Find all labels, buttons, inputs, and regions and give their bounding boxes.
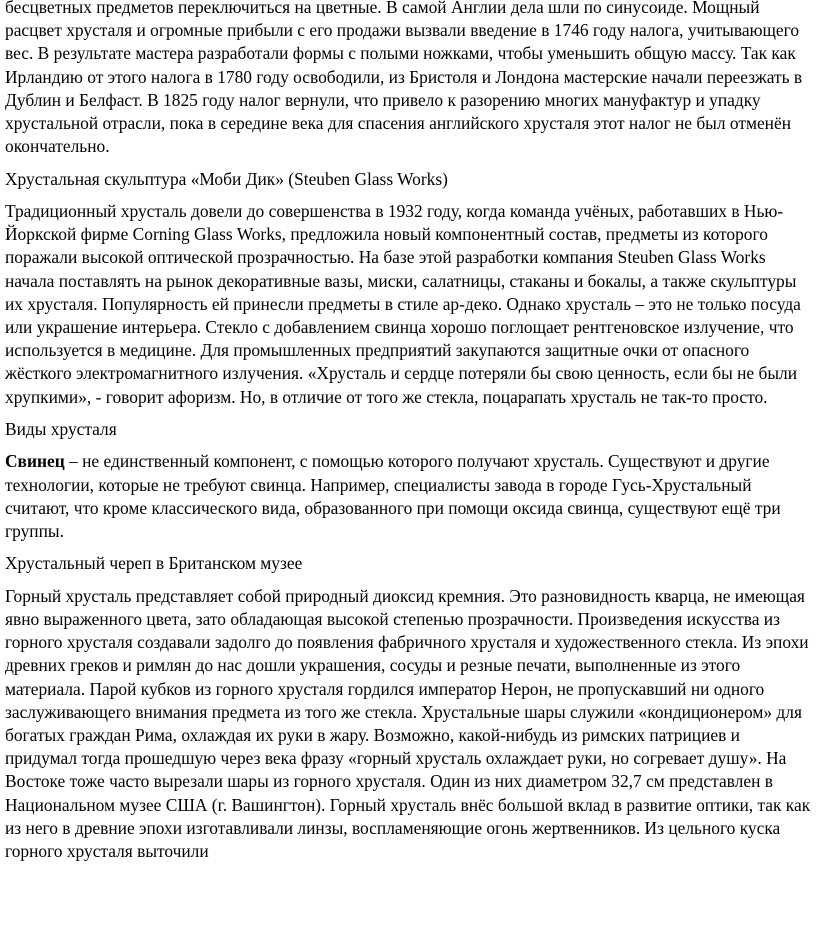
paragraph-traditional-crystal: Традиционный хрусталь довели до совершенства в 1932 году, когда команда учёных, работавших в Нью-Йоркской фирме Corning Glass Works, предложила новый компонентный состав, предметы из которого поражали высокой оптической прозрачностью. На базе этой разработки компания Steuben Glass Works начала поставлять на рынок декоративные вазы, миски, салатницы, стаканы и бокалы, а также скульптуры их хрусталя. Популярность ей принесли предметы в стиле ар-деко. Однако хрусталь – это не только посуда или украшение интерьера. Стекло с добавлением свинца хорошо поглощает рентгеновское излучение, что используется в медицине. Для промышленных предприятий закупаются защитные очки от опасного жёсткого электромагнитного излучения. «Хрусталь и сердце потеряли бы свою ценность, если бы не были хрупкими», - говорит афоризм. Но, в отличие от того же стекла, поцарапать хрусталь не так-то просто. xyxy=(5,201,801,407)
caption-crystal-skull: Хрустальный череп в Британском музее xyxy=(5,553,303,574)
document-page xyxy=(5,0,813,872)
caption-moby-dick-sculpture: Хрустальная скульптура «Моби Дик» (Steuben Glass Works) xyxy=(5,168,448,189)
paragraph-lead-body: – не единственный компонент, с помощью которого получают хрусталь. Существуют и другие технологии, которые не требуют свинца. Например, специалисты завода в городе Гусь-Хрустальный считают, что кроме классического вида, образованного при помощи оксида свинца, существуют ещё три группы. xyxy=(5,451,781,542)
heading-crystal-types: Виды хрусталя xyxy=(5,419,117,440)
paragraph-rock-crystal: Горный хрусталь представляет собой природный диоксид кремния. Это разновидность кварца, не имеющая явно выраженного цвета, зато обладающая высокой степенью прозрачности. Произведения искусства из горного хрусталя создавали задолго до появления фабричного хрусталя и художественного стекла. Из эпохи древних греков и римлян до нас дошли украшения, сосуды и резные печати, выполненные из этого материала. Парой кубков из горного хрусталя гордился император Нерон, не пропускавший ни одного заслуживающего внимания предмета из того же стекла. Хрустальные шары служили «кондиционером» для богатых граждан Рима, охлаждая их руки в жару. Возможно, какой-нибудь из римских патрициев и придумал тогда прошедшую через века фразу «горный хрусталь охлаждает руки, но согревает душу». На Востоке тоже часто вырезали шары из горного хрусталя. Один из них диаметром 32,7 см представлен в Национальном музее США (г. Вашингтон). Горный хрусталь внёс большой вклад в развитие оптики, так как из него в древние эпохи изготавливали линзы, воспламеняющие огонь жертвенников. Из цельного куска горного хрусталя выточили xyxy=(5,585,811,862)
paragraph-tax-history: бесцветных предметов переключиться на цветные. В самой Англии дела шли по синусоиде. Мощный расцвет хрусталя и огромные прибыли с его продажи вызвали введение в 1746 году налога, учитывающего вес. В результате мастера разработали формы с полыми ножками, чтобы уменьшить общую массу. Так как Ирландию от этого налога в 1780 году освободили, из Бристоля и Лондона мастерские начали переезжать в Дублин и Белфаст. В 1825 году налог вернули, что привело к разорению многих мануфактур и упадку хрустальной отрасли, пока в середине века для спасения английского хрусталя этот налог не был отменён окончательно. xyxy=(5,0,803,157)
bold-term-lead: Свинец xyxy=(5,451,65,472)
paragraph-lead-alternatives xyxy=(5,450,813,543)
